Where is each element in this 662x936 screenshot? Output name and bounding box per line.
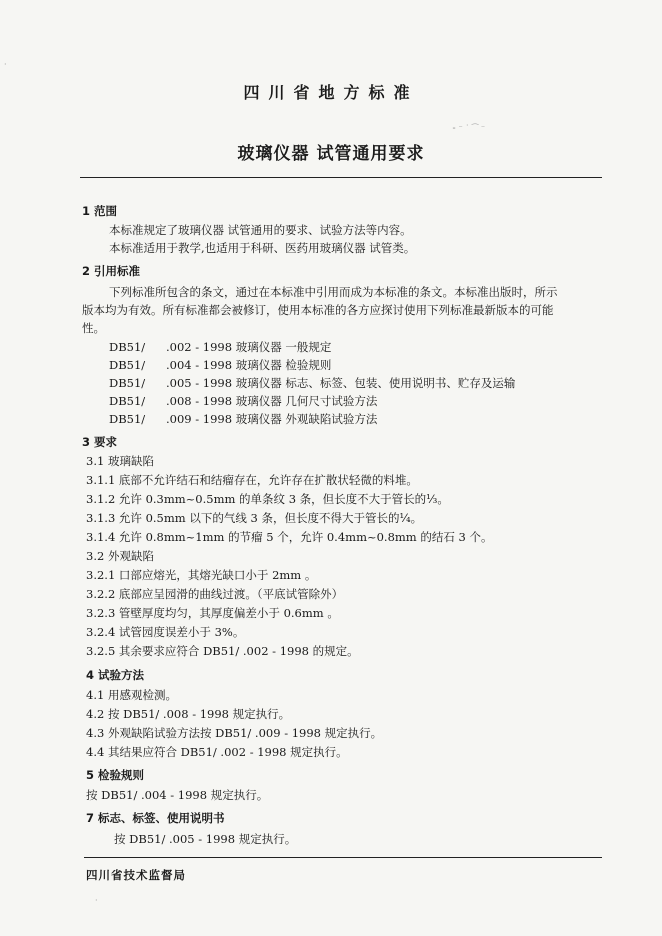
requirement-line: 3.2.3 管壁厚度均匀，其厚度偏差小于 0.6mm 。	[86, 606, 339, 620]
test-method-line: 4.1 用感观检测。	[86, 688, 177, 702]
reference-title: .004 - 1998 玻璃仪器 检验规则	[166, 358, 332, 372]
standard-category: 四川省地方标准	[243, 83, 419, 102]
requirement-line: 3.1.4 允许 0.8mm~1mm 的节瘤 5 个，允许 0.4mm~0.8mm 的结石 3 个。	[86, 530, 493, 544]
requirement-line: 3.2.2 底部应呈园滑的曲线过渡。（平底试管除外）	[86, 587, 344, 601]
requirement-line: 3.2 外观缺陷	[86, 549, 154, 563]
section-2-intro-line-3: 性。	[82, 321, 105, 335]
test-method-line: 4.4 其结果应符合 DB51/ .002 - 1998 规定执行。	[86, 745, 348, 759]
requirement-line: 3.2.5 其余要求应符合 DB51/ .002 - 1998 的规定。	[86, 644, 359, 658]
reference-code: DB51/	[109, 358, 146, 372]
reference-code: DB51/	[109, 394, 146, 408]
title-divider	[80, 177, 602, 178]
reference-code: DB51/	[109, 340, 146, 354]
reference-title: .009 - 1998 玻璃仪器 外观缺陷试验方法	[166, 412, 378, 426]
reference-item	[109, 393, 377, 409]
document-title: 玻璃仪器 试管通用要求	[237, 144, 425, 164]
reference-title: .008 - 1998 玻璃仪器 几何尺寸试验方法	[166, 394, 378, 408]
section-2-intro-line-1: 下列标准所包含的条文，通过在本标准中引用而成为本标准的条文。本标准出版时，所示	[109, 285, 558, 299]
section-2-heading: 2 引用标准	[82, 264, 141, 278]
section-5-heading: 5 检验规则	[86, 768, 145, 782]
reference-code: DB51/	[109, 412, 146, 426]
section-4-heading: 4 试验方法	[86, 668, 145, 682]
reference-code: DB51/	[109, 376, 146, 390]
marking-rule-line: 按 DB51/ .005 - 1998 规定执行。	[114, 832, 297, 846]
requirement-line: 3.2.4 试管园度误差小于 3%。	[86, 625, 245, 639]
test-method-line: 4.3 外观缺陷试验方法按 DB51/ .009 - 1998 规定执行。	[86, 726, 383, 740]
inspection-rule-line: 按 DB51/ .004 - 1998 规定执行。	[86, 788, 269, 802]
scan-noise: ⁃ ⁻ ˙ ⁀ ⁻	[452, 124, 486, 133]
reference-title: .002 - 1998 玻璃仪器 一般规定	[166, 340, 332, 354]
footer-divider	[84, 857, 602, 858]
section-1-para-2: 本标准适用于教学,也适用于科研、医药用玻璃仪器 试管类。	[109, 241, 416, 255]
reference-title: .005 - 1998 玻璃仪器 标志、标签、包装、使用说明书、贮存及运输	[166, 376, 516, 390]
reference-item	[109, 357, 331, 373]
section-1-para-1: 本标准规定了玻璃仪器 试管通用的要求、试验方法等内容。	[109, 223, 412, 237]
requirement-line: 3.2.1 口部应熔光，其熔光缺口小于 2mm 。	[86, 568, 317, 582]
requirement-line: 3.1.2 允许 0.3mm~0.5mm 的单条纹 3 条，但长度不大于管长的¹⁄₃。	[86, 492, 449, 506]
reference-item	[109, 339, 331, 355]
section-7-heading: 7 标志、标签、使用说明书	[86, 811, 225, 825]
section-2-intro-line-2: 版本均为有效。所有标准都会被修订，使用本标准的各方应探讨使用下列标准最新版本的可能	[82, 303, 554, 317]
section-1-heading: 1 范围	[82, 204, 118, 218]
section-3-heading: 3 要求	[82, 435, 118, 449]
reference-item	[109, 375, 515, 391]
requirement-line: 3.1 玻璃缺陷	[86, 454, 154, 468]
requirement-line: 3.1.3 允许 0.5mm 以下的气线 3 条，但长度不得大于管长的¹⁄₄。	[86, 511, 423, 525]
scan-noise: ·	[95, 896, 98, 905]
requirement-line: 3.1.1 底部不允许结石和结瘤存在，允许存在扩散状轻微的料堆。	[86, 473, 418, 487]
scan-noise: ·	[4, 60, 7, 69]
issuing-organization: 四川省技术监督局	[86, 868, 186, 882]
reference-item	[109, 411, 377, 427]
test-method-line: 4.2 按 DB51/ .008 - 1998 规定执行。	[86, 707, 291, 721]
